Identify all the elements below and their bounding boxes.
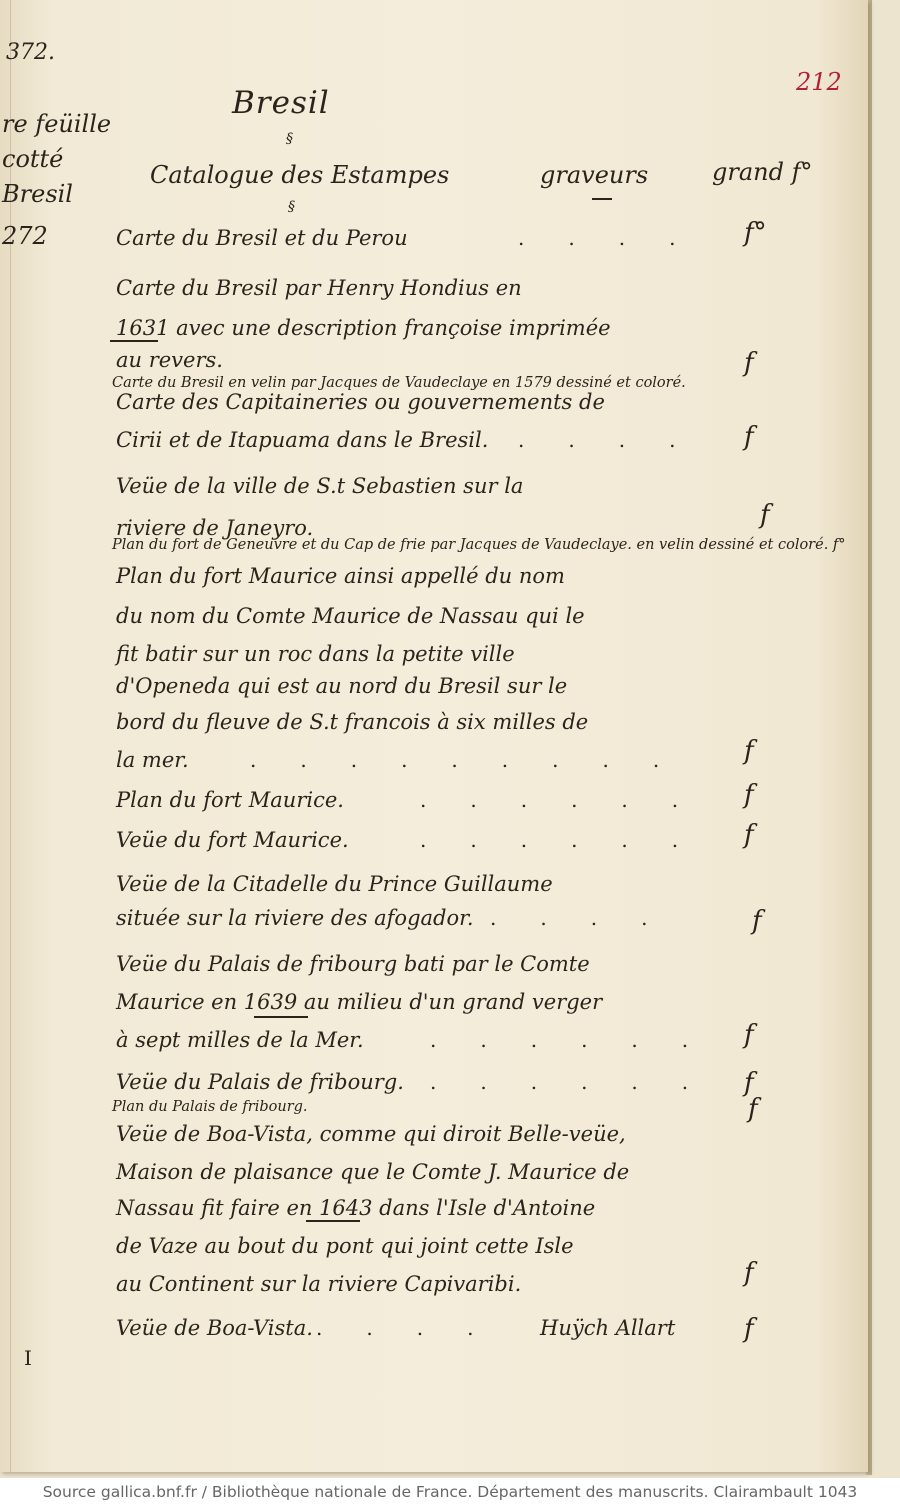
source-footer: Source gallica.bnf.fr / Bibliothèque nationale de France. Département des manuscrits. Clairambault 1043 <box>0 1478 900 1507</box>
entry-line: riviere de Janeyro. <box>116 516 314 540</box>
underline <box>592 198 612 200</box>
margin-note-line: re feüille <box>2 110 112 138</box>
entry-line: Carte du Bresil et du Perou <box>116 226 408 250</box>
margin-note-line: cotté <box>2 145 64 173</box>
leader-dots: ...... <box>430 1028 733 1052</box>
entry-line: Carte du Bresil en velin par Jacques de Vaudeclaye en 1579 dessiné et coloré. <box>112 375 686 391</box>
corner-number: 372. <box>6 40 55 65</box>
format-mark: f <box>744 1020 754 1050</box>
leader-dots: .... <box>518 226 720 250</box>
leader-dots: .... <box>490 906 692 930</box>
entry-line: au revers. <box>116 348 223 372</box>
entry-line: 1631 avec une description françoise imprimée <box>116 316 611 340</box>
format-mark: f <box>744 1314 754 1344</box>
entry-line: au Continent sur la riviere Capivaribi. <box>116 1272 522 1296</box>
page-title: Bresil <box>232 85 330 121</box>
format-mark: f <box>748 1094 758 1124</box>
entry-line: Veüe de la ville de S.t Sebastien sur la <box>116 474 524 498</box>
format-mark: f <box>744 1068 754 1098</box>
entry-line: bord du fleuve de S.t francois à six milles de <box>116 710 589 734</box>
margin-note-line: 272 <box>2 222 48 250</box>
entry-line: Maison de plaisance que le Comte J. Maurice de <box>116 1160 630 1184</box>
entry-line: fit batir sur un roc dans la petite ville <box>116 642 515 666</box>
format-mark: f <box>752 906 762 936</box>
bottom-mark: I <box>24 1346 32 1370</box>
leader-dots: ...... <box>420 828 723 852</box>
format-mark: f <box>744 820 754 850</box>
entry-line: située sur la riviere des afogador. <box>116 906 474 930</box>
entry-line: Veüe de Boa-Vista, comme qui diroit Belle-veüe, <box>116 1122 626 1146</box>
graveurs-heading: graveurs <box>540 161 649 189</box>
format-mark: f <box>744 348 754 378</box>
underline <box>254 1016 308 1018</box>
entry-line: Veüe de Boa-Vista. <box>116 1316 313 1340</box>
entry-line: du nom du Comte Maurice de Nassau qui le <box>116 604 585 628</box>
underline <box>110 340 158 342</box>
graveur-name: Huÿch Allart <box>540 1316 676 1340</box>
format-mark: f <box>744 736 754 766</box>
leader-dots: ......... <box>250 748 704 772</box>
format-mark: f <box>744 780 754 810</box>
entry-line: Veüe de la Citadelle du Prince Guillaume <box>116 872 553 896</box>
entry-line: Cirii et de Itapuama dans le Bresil. <box>116 428 489 452</box>
leader-dots: ...... <box>420 788 723 812</box>
format-mark: f <box>744 1258 754 1288</box>
entry-line: Carte des Capitaineries ou gouvernements de <box>116 390 605 414</box>
entry-line: Nassau fit faire en 1643 dans l'Isle d'Antoine <box>116 1196 596 1220</box>
entry-line: Carte du Bresil par Henry Hondius en <box>116 276 522 300</box>
leader-dots: .... <box>518 428 720 452</box>
entry-line: à sept milles de la Mer. <box>116 1028 364 1052</box>
entry-line: Plan du fort Maurice ainsi appellé du nom <box>116 564 565 588</box>
entry-line: Plan du fort de Geneuvre et du Cap de frie par Jacques de Vaudeclaye. en velin dessiné et coloré. f° <box>112 537 846 553</box>
entry-line: Plan du fort Maurice. <box>116 788 344 812</box>
section-mark: § <box>286 131 293 147</box>
underline <box>306 1220 360 1222</box>
section-mark: § <box>288 199 295 215</box>
leader-dots: ...... <box>430 1070 733 1094</box>
margin-rule <box>10 0 11 1472</box>
format-mark: f <box>744 422 754 452</box>
leader-dots: .... <box>316 1316 518 1340</box>
entry-line: la mer. <box>116 748 189 772</box>
entry-line: Veüe du Palais de fribourg bati par le Comte <box>116 952 590 976</box>
entry-line: d'Openeda qui est au nord du Bresil sur le <box>116 674 568 698</box>
entry-line: de Vaze au bout du pont qui joint cette Isle <box>116 1234 574 1258</box>
catalogue-heading: Catalogue des Estampes <box>150 161 450 189</box>
format-mark: f° <box>744 218 767 248</box>
entry-line: Veüe du Palais de fribourg. <box>116 1070 404 1094</box>
folio-number: 212 <box>796 68 842 96</box>
margin-note-line: Bresil <box>2 180 73 208</box>
entry-line: Maurice en 1639 au milieu d'un grand verger <box>116 990 603 1014</box>
entry-line: Veüe du fort Maurice. <box>116 828 349 852</box>
format-heading: grand f° <box>712 158 813 186</box>
entry-line: Plan du Palais de fribourg. <box>112 1099 308 1115</box>
format-mark: f <box>760 500 770 530</box>
